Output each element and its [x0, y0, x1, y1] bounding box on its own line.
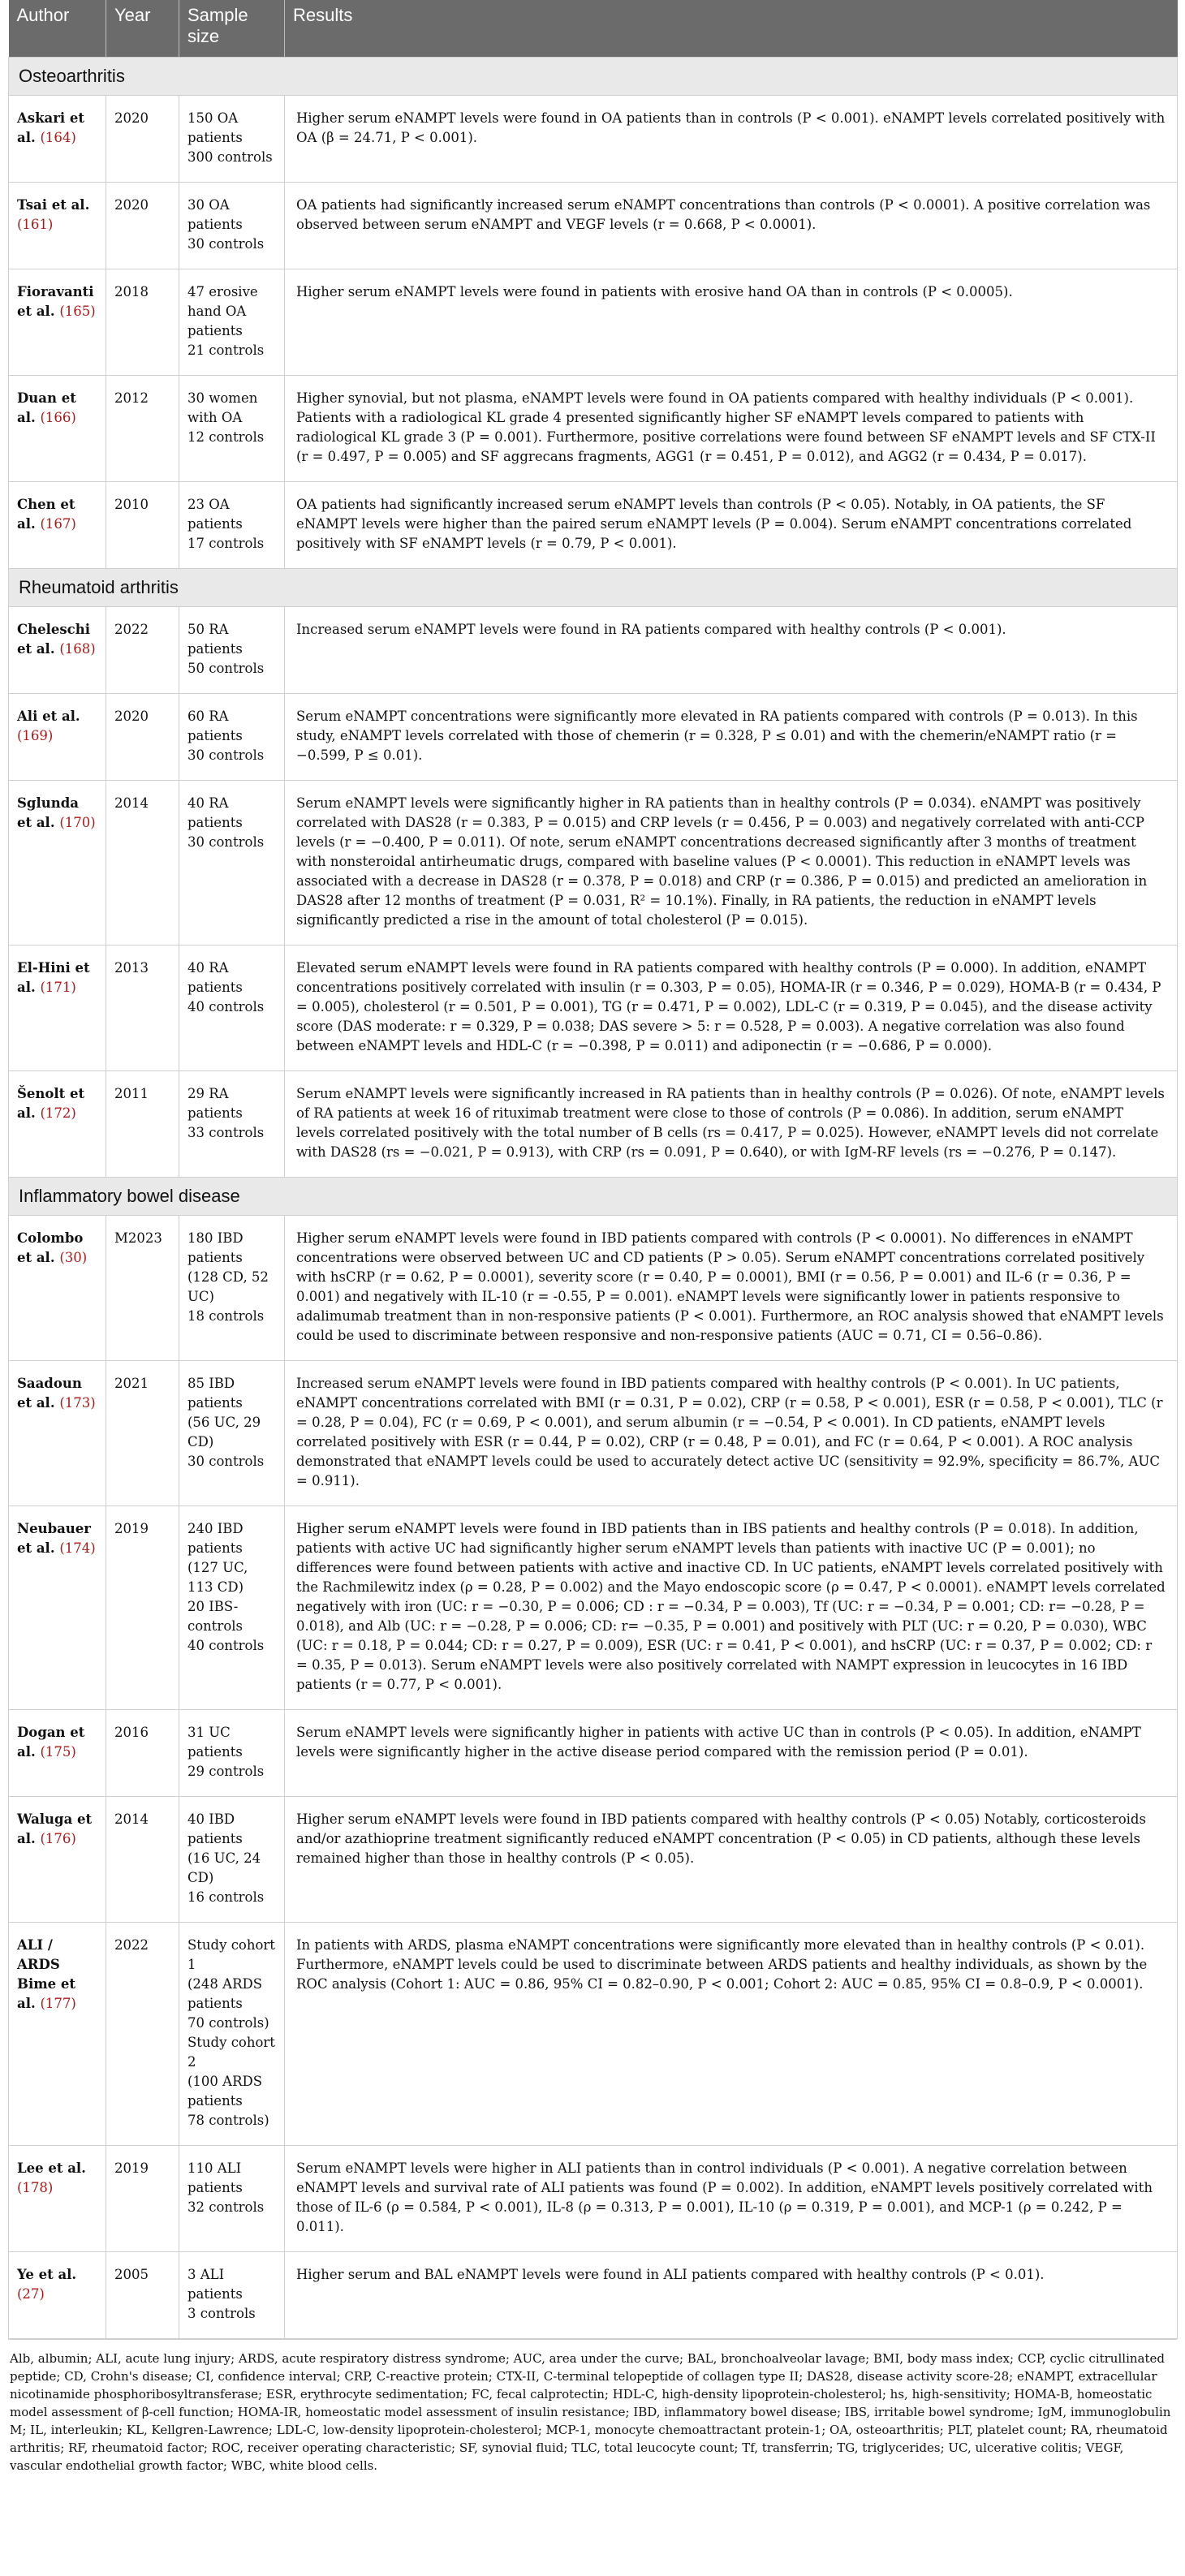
results-cell: Higher serum and BAL eNAMPT levels were found in ALI patients compared with healthy controls (P < 0.01).	[285, 2252, 1178, 2339]
header-author: Author	[9, 0, 106, 58]
author-cell	[9, 376, 106, 482]
reference-link[interactable]: (165)	[59, 304, 96, 319]
sample-size-line: (127 UC, 113 CD)	[187, 1560, 248, 1595]
sample-size-line: 40 RA patients	[187, 960, 243, 995]
sample-size-line: 50 controls	[187, 661, 265, 676]
results-cell: In patients with ARDS, plasma eNAMPT concentrations were significantly more elevated than in healthy controls (P < 0.01). Furthermore, eNAMPT levels could be used to discriminate between ARDS patients and healthy individuals, as shown by the ROC analysis (Cohort 1: AUC = 0.86, 95% CI = 0.82–0.90, P < 0.001; Cohort 2: AUC = 0.85, 95% CI = 0.8–0.9, P < 0.0001).	[285, 1923, 1178, 2146]
author-cell	[9, 1923, 106, 2146]
results-cell: Serum eNAMPT levels were significantly higher in patients with active UC than in controls (P < 0.05). In addition, eNAMPT levels were significantly higher in the active disease period compared with the remission period (P = 0.01).	[285, 1710, 1178, 1797]
author-name: Ali et al.	[17, 709, 80, 724]
author-cell	[9, 1216, 106, 1361]
sample-size-line: 50 RA patients	[187, 622, 243, 657]
sample-size-line: 29 controls	[187, 1764, 265, 1779]
sample-size-line: 40 RA patients	[187, 795, 243, 830]
author-name: Ye et al.	[17, 2267, 77, 2282]
author-name: El-Hini et al.	[17, 960, 90, 995]
sample-size-line: 40 controls	[187, 1638, 265, 1653]
table-header	[9, 0, 1178, 58]
author-cell	[9, 96, 106, 183]
sample-size-line: 33 controls	[187, 1125, 265, 1140]
author-name: Askari et al.	[17, 110, 85, 145]
table-row	[9, 1710, 1178, 1797]
sample-size-line: 23 OA patients	[187, 497, 243, 532]
year-cell: M2023	[106, 1216, 179, 1361]
reference-link[interactable]: (171)	[40, 980, 76, 995]
year-cell: 2019	[106, 1506, 179, 1710]
sample-size-line: 17 controls	[187, 536, 265, 551]
header-year: Year	[106, 0, 179, 58]
year-cell: 2014	[106, 781, 179, 946]
year-cell: 2020	[106, 96, 179, 183]
year-cell: 2005	[106, 2252, 179, 2339]
sample-size-line: 16 controls	[187, 1889, 265, 1905]
reference-link[interactable]: (178)	[17, 2180, 54, 2195]
sample-size-cell	[179, 482, 285, 569]
results-cell: Higher serum eNAMPT levels were found in patients with erosive hand OA than in controls (P < 0.0005).	[285, 269, 1178, 376]
sample-size-cell	[179, 694, 285, 781]
table-row	[9, 1216, 1178, 1361]
results-cell: OA patients had significantly increased serum eNAMPT levels than controls (P < 0.05). Notably, in OA patients, the SF eNAMPT levels were higher than the paired serum eNAMPT levels (P = 0.004). Serum eNAMPT concentrations correlated positively with SF eNAMPT levels (r = 0.79, P < 0.001).	[285, 482, 1178, 569]
results-cell: Higher serum eNAMPT levels were found in IBD patients compared with controls (P < 0.0001). No differences in eNAMPT concentrations were observed between UC and CD patients (P > 0.05). Serum eNAMPT concentrations correlated positively with hsCRP (r = 0.62, P = 0.0001), severity score (r = 0.40, P = 0.0001), BMI (r = 0.56, P = 0.001) and IL-6 (r = 0.36, P = 0.001) and negatively with IL-10 (r = -0.55, P = 0.001). eNAMPT levels were significantly lower in patients responsive to adalimumab treatment than in non-responsive patients (P < 0.001). Furthermore, an ROC analysis showed that eNAMPT levels could be used to discriminate between responsive and non-responsive patients (AUC = 0.71, CI = 0.56–0.86).	[285, 1216, 1178, 1361]
sample-size-line: 29 RA patients	[187, 1086, 243, 1121]
reference-link[interactable]: (168)	[59, 641, 96, 657]
table-row	[9, 1361, 1178, 1506]
sample-size-cell	[179, 269, 285, 376]
table-footnote: Alb, albumin; ALI, acute lung injury; ARDS, acute respiratory distress syndrome; AUC, area under the curve; BAL, bronchoalveolar lavage; BMI, body mass index; CCP, cyclic citrullinated peptide; CD, Crohn's disease; CI, confidence interval; CRP, C-reactive protein; CTX-II, C-terminal telopeptide of collagen type II; DAS28, disease activity score-28; eNAMPT, extracellular nicotinamide phosphoribosyltransferase; ESR, erythrocyte sedimentation; FC, fecal calprotectin; HDL-C, high-density lipoprotein-cholesterol; hs, high-sensitivity; HOMA-B, homeostatic model assessment of β-cell function; HOMA-IR, homeostatic model assessment of insulin resistance; IBD, inflammatory bowel disease; IBS, irritable bowel syndrome; IgM, immunoglobulin M; IL, interleukin; KL, Kellgren-Lawrence; LDL-C, low-density lipoprotein-cholesterol; MCP-1, monocyte chemoattractant protein-1; OA, osteoarthritis; PLT, platelet count; RA, rheumatoid arthritis; RF, rheumatoid factor; ROC, receiver operating characteristic; SF, synovial fluid; TLC, total leucocyte count; Tf, transferrin; TG, triglycerides; UC, ulcerative colitis; VEGF, vascular endothelial growth factor; WBC, white blood cells.	[8, 2339, 1177, 2484]
table-row	[9, 1071, 1178, 1178]
sample-size-cell	[179, 607, 285, 694]
table-row	[9, 1923, 1178, 2146]
sample-size-line: 30 women with OA	[187, 390, 258, 425]
sample-size-line: 30 controls	[187, 1454, 265, 1469]
results-cell: Higher serum eNAMPT levels were found in OA patients than in controls (P < 0.001). eNAMPT levels correlated positively with OA (β = 24.71, P < 0.001).	[285, 96, 1178, 183]
sample-size-line: 21 controls	[187, 342, 265, 358]
results-cell: Higher synovial, but not plasma, eNAMPT levels were found in OA patients compared with healthy individuals (P < 0.001). Patients with a radiological KL grade 4 presented significantly higher SF eNAMPT levels compared to patients with radiological KL grade 3 (P = 0.001). Furthermore, positive correlations were found between SF eNAMPT levels and SF CTX-II (r = 0.497, P = 0.005) and SF aggrecans fragments, AGG1 (r = 0.451, P = 0.012), and AGG2 (r = 0.434, P = 0.017).	[285, 376, 1178, 482]
sample-size-cell	[179, 1071, 285, 1178]
table-row	[9, 482, 1178, 569]
sample-size-line: 30 controls	[187, 834, 265, 850]
year-cell: 2020	[106, 694, 179, 781]
section-header-row	[9, 1178, 1178, 1216]
sample-size-line: Study cohort 1	[187, 1937, 275, 1972]
table-row	[9, 607, 1178, 694]
sample-size-line: 60 RA patients	[187, 709, 243, 743]
author-name: Neubauer et al.	[17, 1521, 91, 1556]
results-cell: Serum eNAMPT concentrations were significantly more elevated in RA patients compared with controls (P = 0.013). In this study, eNAMPT levels correlated with those of chemerin (r = 0.328, P ≤ 0.01) and with the chemerin/eNAMPT ratio (r = −0.599, P ≤ 0.01).	[285, 694, 1178, 781]
results-table	[8, 0, 1178, 2339]
author-cell	[9, 1506, 106, 1710]
sample-size-cell	[179, 2146, 285, 2252]
header-sample-size: Sample size	[179, 0, 285, 58]
sample-size-cell	[179, 183, 285, 269]
author-name: Dogan et al.	[17, 1725, 85, 1760]
sample-size-line: 47 erosive hand OA patients	[187, 284, 258, 338]
sample-size-cell	[179, 1923, 285, 2146]
author-name: Fioravanti et al.	[17, 284, 94, 319]
sample-size-cell	[179, 96, 285, 183]
sample-size-line: 3 controls	[187, 2306, 256, 2321]
section-title: Rheumatoid arthritis	[9, 569, 1178, 607]
table-row	[9, 694, 1178, 781]
sample-size-cell	[179, 1216, 285, 1361]
table-row	[9, 96, 1178, 183]
table-row	[9, 946, 1178, 1071]
table-row	[9, 2252, 1178, 2339]
sample-size-line: 40 controls	[187, 999, 265, 1014]
document-page	[8, 0, 1177, 2484]
table-row	[9, 1797, 1178, 1923]
sample-size-line: 70 controls)	[187, 2015, 269, 2031]
reference-link[interactable]: (173)	[59, 1395, 96, 1411]
author-name: Waluga et al.	[17, 1811, 93, 1846]
results-cell: OA patients had significantly increased serum eNAMPT concentrations than controls (P < 0.0001). A positive correlation was observed between serum eNAMPT and VEGF levels (r = 0.668, P < 0.0001).	[285, 183, 1178, 269]
year-cell: 2016	[106, 1710, 179, 1797]
results-cell: Higher serum eNAMPT levels were found in IBD patients than in IBS patients and healthy controls (P = 0.018). In addition, patients with active UC had significantly higher serum eNAMPT levels than patients with inactive UC (P = 0.001); no differences were found between patients with active and inactive CD. In UC patients, eNAMPT levels correlated positively with the Rachmilewitz index (ρ = 0.28, P = 0.002) and the Mayo endoscopic score (ρ = 0.47, P < 0.0001). eNAMPT levels correlated negatively with iron (UC: r = −0.30, P = 0.006; CD : r = −0.34, P = 0.003), Tf (UC: r = −0.34, P = 0.001; CD: r= −0.28, P = 0.018), and Alb (UC: r = −0.28, P = 0.006; CD: r= −0.35, P = 0.001) and positively with PLT (UC: r = 0.20, P = 0.030), WBC (UC: r = 0.18, P = 0.044; CD: r = 0.27, P = 0.009), ESR (UC: r = 0.41, P < 0.001), and hsCRP (UC: r = 0.37, P = 0.002; CD: r = 0.35, P = 0.013). Serum eNAMPT levels were also positively correlated with NAMPT expression in leucocytes in 16 IBD patients (r = 0.77, P < 0.001).	[285, 1506, 1178, 1710]
table-row	[9, 2146, 1178, 2252]
author-name: Lee et al.	[17, 2160, 86, 2176]
reference-link[interactable]: (30)	[59, 1250, 88, 1265]
author-name: Sglunda et al.	[17, 795, 79, 830]
table-row	[9, 269, 1178, 376]
year-cell: 2022	[106, 607, 179, 694]
year-cell: 2019	[106, 2146, 179, 2252]
author-name: Saadoun et al.	[17, 1376, 82, 1411]
table-row	[9, 781, 1178, 946]
author-name: Šenolt et al.	[17, 1086, 85, 1121]
section-header-row	[9, 58, 1178, 96]
section-title: Inflammatory bowel disease	[9, 1178, 1178, 1216]
reference-link[interactable]: (27)	[17, 2286, 45, 2302]
sample-size-line: 30 OA patients	[187, 197, 243, 232]
sample-size-line: 40 IBD patients	[187, 1811, 243, 1846]
author-name: Duan et al.	[17, 390, 76, 425]
sample-size-line: (100 ARDS patients	[187, 2074, 263, 2109]
reference-link[interactable]: (174)	[59, 1540, 96, 1556]
sample-size-cell	[179, 1710, 285, 1797]
sample-size-line: 150 OA patients	[187, 110, 243, 145]
sample-size-cell	[179, 1797, 285, 1923]
author-cell	[9, 1071, 106, 1178]
results-cell: Serum eNAMPT levels were higher in ALI patients than in control individuals (P < 0.001). A negative correlation between eNAMPT levels and survival rate of ALI patients was found (P = 0.002). In addition, eNAMPT levels positively correlated with those of IL-6 (ρ = 0.584, P < 0.001), IL-8 (ρ = 0.313, P = 0.001), IL-10 (ρ = 0.319, P = 0.001), and MCP-1 (ρ = 0.242, P = 0.011).	[285, 2146, 1178, 2252]
sample-size-line: Study cohort 2	[187, 2035, 275, 2070]
sample-size-line: 85 IBD patients	[187, 1376, 243, 1411]
results-cell: Elevated serum eNAMPT levels were found in RA patients compared with healthy controls (P = 0.000). In addition, eNAMPT concentrations positively correlated with insulin (r = 0.303, P = 0.05), HOMA-IR (r = 0.346, P = 0.029), HOMA-B (r = 0.434, P = 0.005), cholesterol (r = 0.501, P = 0.001), TG (r = 0.471, P = 0.002), LDL-C (r = 0.319, P = 0.045), and the disease activity score (DAS moderate: r = 0.329, P = 0.038; DAS severe > 5: r = 0.528, P = 0.003). A negative correlation was also found between eNAMPT levels and HDL-C (r = −0.398, P = 0.011) and adiponectin (r = −0.686, P = 0.000).	[285, 946, 1178, 1071]
results-cell: Increased serum eNAMPT levels were found in IBD patients compared with healthy controls (P < 0.001). In UC patients, eNAMPT concentrations correlated with BMI (r = 0.31, P = 0.02), CRP (r = 0.58, P < 0.001), ESR (r = 0.58, P < 0.001), TLC (r = 0.28, P = 0.04), FC (r = 0.69, P < 0.001), and serum albumin (r = −0.54, P < 0.001). In CD patients, eNAMPT levels correlated positively with ESR (r = 0.44, P = 0.02), CRP (r = 0.48, P = 0.01), and FC (r = 0.64, P < 0.001). A ROC analysis demonstrated that eNAMPT levels could be used to accurately detect active UC (sensitivity = 92.9%, specificity = 86.7%, AUC = 0.911).	[285, 1361, 1178, 1506]
author-cell	[9, 781, 106, 946]
reference-link[interactable]: (167)	[40, 516, 76, 532]
year-cell: 2012	[106, 376, 179, 482]
header-results: Results	[285, 0, 1178, 58]
author-cell	[9, 482, 106, 569]
sample-size-line: (248 ARDS patients	[187, 1976, 263, 2011]
table-row	[9, 183, 1178, 269]
year-cell: 2021	[106, 1361, 179, 1506]
reference-link[interactable]: (166)	[40, 410, 76, 425]
author-cell	[9, 946, 106, 1071]
author-cell	[9, 694, 106, 781]
reference-link[interactable]: (169)	[17, 728, 54, 743]
sample-size-line: (16 UC, 24 CD)	[187, 1850, 261, 1885]
year-cell: 2020	[106, 183, 179, 269]
results-cell: Serum eNAMPT levels were significantly increased in RA patients than in healthy controls (P = 0.026). Of note, eNAMPT levels of RA patients at week 16 of rituximab treatment were close to those of controls (P = 0.086). In addition, serum eNAMPT levels correlated positively with the total number of B cells (rs = 0.417, P = 0.025). However, eNAMPT levels did not correlate with DAS28 (rs = −0.021, P = 0.913), with CRP (rs = 0.091, P = 0.640), or with IgM-RF levels (rs = −0.276, P = 0.147).	[285, 1071, 1178, 1178]
results-cell: Higher serum eNAMPT levels were found in IBD patients compared with healthy controls (P < 0.05) Notably, corticosteroids and/or azathioprine treatment significantly reduced eNAMPT concentration (P < 0.05) in CD patients, although these levels remained higher than those in healthy controls (P < 0.05).	[285, 1797, 1178, 1923]
reference-link[interactable]: (172)	[40, 1105, 76, 1121]
author-name: Tsai et al.	[17, 197, 90, 213]
author-cell	[9, 1710, 106, 1797]
year-cell: 2018	[106, 269, 179, 376]
year-cell: 2022	[106, 1923, 179, 2146]
sample-size-line: 78 controls)	[187, 2113, 269, 2128]
sample-size-line: 180 IBD patients	[187, 1230, 243, 1265]
sample-size-cell	[179, 2252, 285, 2339]
author-name: Cheleschi et al.	[17, 622, 90, 657]
author-cell	[9, 2146, 106, 2252]
table-body	[9, 58, 1178, 2339]
author-cell	[9, 269, 106, 376]
reference-link[interactable]: (175)	[40, 1744, 76, 1760]
year-cell: 2013	[106, 946, 179, 1071]
sample-size-cell	[179, 946, 285, 1071]
sample-size-line: 300 controls	[187, 149, 273, 165]
results-cell: Increased serum eNAMPT levels were found in RA patients compared with healthy controls (P < 0.001).	[285, 607, 1178, 694]
sample-size-line: 30 controls	[187, 747, 265, 763]
sample-size-line: 31 UC patients	[187, 1725, 243, 1760]
sample-size-line: (128 CD, 52 UC)	[187, 1269, 269, 1304]
sample-size-cell	[179, 781, 285, 946]
sample-size-cell	[179, 376, 285, 482]
section-title: Osteoarthritis	[9, 58, 1178, 96]
reference-link[interactable]: (164)	[40, 130, 76, 145]
sample-size-line: 20 IBS-controls	[187, 1599, 243, 1634]
year-cell: 2010	[106, 482, 179, 569]
reference-link[interactable]: (176)	[40, 1831, 76, 1846]
sample-size-cell	[179, 1506, 285, 1710]
sample-size-cell	[179, 1361, 285, 1506]
section-header-row	[9, 569, 1178, 607]
year-cell: 2014	[106, 1797, 179, 1923]
table-row	[9, 1506, 1178, 1710]
author-name: Chen et al.	[17, 497, 75, 532]
author-name: ALI / ARDS Bime et al.	[17, 1937, 76, 2011]
author-cell	[9, 183, 106, 269]
sample-size-line: 12 controls	[187, 429, 265, 445]
sample-size-line: 110 ALI patients	[187, 2160, 243, 2195]
reference-link[interactable]: (161)	[17, 217, 54, 232]
year-cell: 2011	[106, 1071, 179, 1178]
reference-link[interactable]: (177)	[40, 1996, 76, 2011]
sample-size-line: (56 UC, 29 CD)	[187, 1415, 261, 1450]
author-cell	[9, 1797, 106, 1923]
sample-size-line: 30 controls	[187, 236, 265, 252]
sample-size-line: 32 controls	[187, 2199, 265, 2215]
author-cell	[9, 1361, 106, 1506]
sample-size-line: 18 controls	[187, 1308, 265, 1324]
sample-size-line: 3 ALI patients	[187, 2267, 243, 2302]
results-cell: Serum eNAMPT levels were significantly higher in RA patients than in healthy controls (P = 0.034). eNAMPT was positively correlated with DAS28 (r = 0.383, P = 0.015) and CRP levels (r = 0.456, P = 0.003) and negatively correlated with anti-CCP levels (r = −0.400, P = 0.011). Of note, serum eNAMPT concentrations decreased significantly after 3 months of treatment with nonsteroidal antirheumatic drugs, compared with baseline values (P < 0.0001). This reduction in eNAMPT levels was associated with a decrease in DAS28 (r = 0.378, P = 0.018) and CRP (r = 0.386, P = 0.015) and predicted an amelioration in DAS28 after 12 months of treatment (P = 0.031, R² = 10.1%). Finally, in RA patients, the reduction in eNAMPT levels significantly predicted a rise in the amount of total cholesterol (P = 0.015).	[285, 781, 1178, 946]
reference-link[interactable]: (170)	[59, 815, 96, 830]
author-name: Colombo et al.	[17, 1230, 84, 1265]
sample-size-line: 240 IBD patients	[187, 1521, 243, 1556]
author-cell	[9, 607, 106, 694]
table-row	[9, 376, 1178, 482]
author-cell	[9, 2252, 106, 2339]
